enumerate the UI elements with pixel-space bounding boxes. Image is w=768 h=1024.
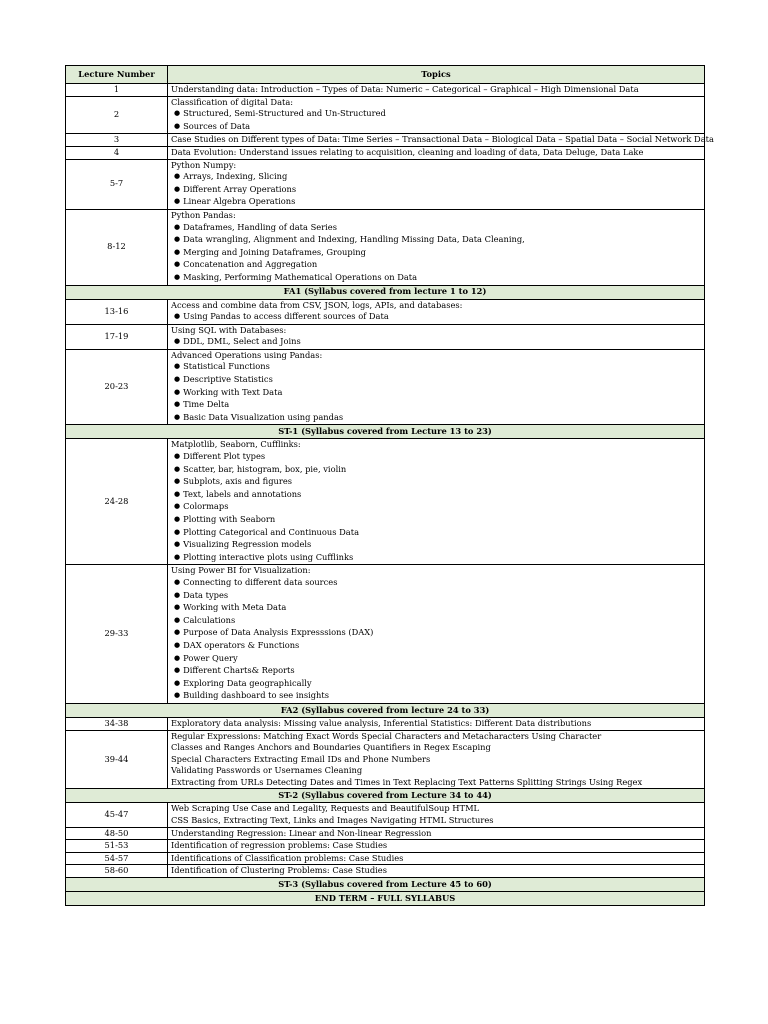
topic-bullet-item: ● Working with Meta Data <box>171 602 704 615</box>
topic-bullet-item: ● Linear Algebra Operations <box>171 196 704 209</box>
topic-bullet-item: ● Statistical Functions <box>171 361 704 374</box>
topic-line: CSS Basics, Extracting Text, Links and Images Navigating HTML Structures <box>171 815 494 826</box>
topic-bullet-item: ● DDL, DML, Select and Joins <box>171 336 704 349</box>
lecture-row <box>66 865 705 878</box>
assessment-label: FA2 (Syllabus covered from lecture 24 to 33) <box>66 703 705 717</box>
topic-bullet-item: ● Plotting interactive plots using Cufflinks <box>171 552 704 565</box>
lecture-number: 54-57 <box>66 852 168 865</box>
lecture-number: 29-33 <box>66 565 168 704</box>
topic-bullet-item: ● Exploring Data geographically <box>171 678 704 691</box>
lecture-topics <box>168 803 705 827</box>
topic-line: Understanding Regression: Linear and Non-linear Regression <box>171 827 432 838</box>
topic-bullet-item: ● Text, labels and annotations <box>171 489 704 502</box>
topic-bullet-item: ● Dataframes, Handling of data Series <box>171 222 704 235</box>
topic-bullet-item: ● Masking, Performing Mathematical Operations on Data <box>171 272 704 285</box>
lecture-row <box>66 565 705 704</box>
topic-line: Web Scraping Use Case and Legality, Requests and BeautifulSoup HTML <box>171 803 480 814</box>
lecture-number: 45-47 <box>66 803 168 827</box>
assessment-row <box>66 878 705 892</box>
lecture-row <box>66 146 705 159</box>
topic-line: Using Power BI for Visualization: <box>171 565 311 576</box>
lecture-number: 48-50 <box>66 827 168 840</box>
lecture-row <box>66 159 705 209</box>
topic-bullet-item: ● Arrays, Indexing, Slicing <box>171 171 704 184</box>
lecture-topics <box>168 349 705 425</box>
topic-line: Data Evolution: Understand issues relating to acquisition, cleaning and loading of data, Data Deluge, Data Lake <box>171 146 644 157</box>
lecture-number: 17-19 <box>66 324 168 349</box>
lecture-row <box>66 717 705 730</box>
lecture-row <box>66 349 705 425</box>
topic-bullet-item: ● Building dashboard to see insights <box>171 690 704 703</box>
lecture-topics <box>168 159 705 209</box>
topic-bullet-item: ● Working with Text Data <box>171 387 704 400</box>
assessment-label: ST-3 (Syllabus covered from Lecture 45 to 60) <box>66 878 705 892</box>
topic-bullet-item: ● Data types <box>171 590 704 603</box>
header-row <box>66 66 705 84</box>
lecture-topics <box>168 565 705 704</box>
lecture-number: 4 <box>66 146 168 159</box>
topic-bullet-item: ● Sources of Data <box>171 121 704 134</box>
topic-bullet-item: ● Different Array Operations <box>171 184 704 197</box>
assessment-row <box>66 703 705 717</box>
table-header <box>66 66 705 84</box>
topic-line: Python Pandas: <box>171 209 236 220</box>
topic-bullet-item: ● Merging and Joining Dataframes, Grouping <box>171 247 704 260</box>
lecture-row <box>66 324 705 349</box>
topic-bullet-item: ● Concatenation and Aggregation <box>171 259 704 272</box>
topic-line: Python Numpy: <box>171 159 237 170</box>
lecture-row <box>66 840 705 853</box>
lecture-number: 13-16 <box>66 299 168 324</box>
lecture-topics <box>168 827 705 840</box>
lecture-row <box>66 209 705 285</box>
topic-line: Identification of regression problems: Case Studies <box>171 840 388 851</box>
lecture-topics <box>168 865 705 878</box>
topic-bullet-item: ● Colormaps <box>171 501 704 514</box>
topic-bullet-item: ● Calculations <box>171 615 704 628</box>
topic-line: Classes and Ranges Anchors and Boundaries Quantifiers in Regex Escaping <box>171 742 491 753</box>
syllabus-table <box>65 65 714 906</box>
lecture-number: 34-38 <box>66 717 168 730</box>
lecture-row <box>66 852 705 865</box>
lecture-topics <box>168 439 705 565</box>
lecture-number: 5-7 <box>66 159 168 209</box>
table-body <box>66 84 714 906</box>
lecture-row <box>66 439 705 565</box>
topic-bullet-item: ● DAX operators & Functions <box>171 640 704 653</box>
assessment-label: END TERM – FULL SYLLABUS <box>66 892 705 906</box>
topic-bullet-item: ● Power Query <box>171 653 704 666</box>
topic-line: Matplotlib, Seaborn, Cufflinks: <box>171 439 301 450</box>
lecture-number: 2 <box>66 96 168 134</box>
lecture-number: 3 <box>66 134 168 147</box>
topic-bullet-item: ● Visualizing Regression models <box>171 539 704 552</box>
topic-bullet-item: ● Basic Data Visualization using pandas <box>171 412 704 425</box>
assessment-label: ST-1 (Syllabus covered from Lecture 13 to 23) <box>66 425 705 439</box>
topic-bullet-item: ● Data wrangling, Alignment and Indexing, Handling Missing Data, Data Cleaning, <box>171 234 704 247</box>
lecture-row <box>66 96 705 134</box>
topic-bullet-item: ● Scatter, bar, histogram, box, pie, violin <box>171 464 704 477</box>
topic-line: Special Characters Extracting Email IDs and Phone Numbers <box>171 753 431 764</box>
assessment-row <box>66 892 705 906</box>
assessment-row <box>66 285 705 299</box>
topic-line: Understanding data: Introduction – Types of Data: Numeric – Categorical – Graphical – High Dimensional Data <box>171 84 639 94</box>
lecture-topics <box>168 84 705 97</box>
topic-bullet-item: ● Time Delta <box>171 399 704 412</box>
topic-bullet-item: ● Purpose of Data Analysis Expresssions (DAX) <box>171 627 704 640</box>
topic-bullet-item: ● Structured, Semi-Structured and Un-Structured <box>171 108 704 121</box>
lecture-topics <box>168 209 705 285</box>
lecture-topics <box>168 134 714 147</box>
assessment-row <box>66 425 705 439</box>
assessment-row <box>66 789 705 803</box>
topic-bullet-item: ● Using Pandas to access different sources of Data <box>171 311 704 324</box>
lecture-topics <box>168 730 705 789</box>
topic-line: Advanced Operations using Pandas: <box>171 349 323 360</box>
lecture-number: 1 <box>66 84 168 97</box>
lecture-row <box>66 827 705 840</box>
lecture-topics <box>168 717 705 730</box>
topic-line: Using SQL with Databases: <box>171 324 287 335</box>
lecture-row <box>66 299 705 324</box>
topic-line: Exploratory data analysis: Missing value analysis, Inferential Statistics: Different Data distributions <box>171 717 592 728</box>
topic-line: Extracting from URLs Detecting Dates and Times in Text Replacing Text Patterns Splitting Strings Using Regex <box>171 776 643 787</box>
lecture-row <box>66 84 705 97</box>
assessment-label: FA1 (Syllabus covered from lecture 1 to 12) <box>66 285 705 299</box>
topic-bullet-item: ● Descriptive Statistics <box>171 374 704 387</box>
topics-header: Topics <box>168 66 705 84</box>
lecture-topics <box>168 146 705 159</box>
lecture-row <box>66 134 705 147</box>
topic-line: Regular Expressions: Matching Exact Words Special Characters and Metacharacters Using Character <box>171 730 602 741</box>
lecture-row <box>66 730 705 789</box>
lecture-number: 39-44 <box>66 730 168 789</box>
topic-bullet-item: ● Different Charts& Reports <box>171 665 704 678</box>
topic-bullet-item: ● Subplots, axis and figures <box>171 476 704 489</box>
topic-bullet-item: ● Plotting Categorical and Continuous Data <box>171 527 704 540</box>
lecture-topics <box>168 852 705 865</box>
lecture-number: 20-23 <box>66 349 168 425</box>
lecture-number: 8-12 <box>66 209 168 285</box>
topic-bullet-item: ● Connecting to different data sources <box>171 577 704 590</box>
topic-bullet-item: ● Different Plot types <box>171 451 704 464</box>
lecture-topics <box>168 840 705 853</box>
lecture-topics <box>168 299 705 324</box>
topic-line: Identifications of Classification problems: Case Studies <box>171 852 404 863</box>
topic-line: Case Studies on Different types of Data: Time Series – Transactional Data – Biological Data – Spatial Data – Social Network Data <box>171 134 714 145</box>
lecture-number: 58-60 <box>66 865 168 878</box>
lecture-row <box>66 803 705 827</box>
topic-line: Classification of digital Data: <box>171 96 294 107</box>
lecture-topics <box>168 324 705 349</box>
topic-line: Identification of Clustering Problems: Case Studies <box>171 865 387 876</box>
topic-line: Validating Passwords or Usernames Cleaning <box>171 765 363 776</box>
assessment-label: ST-2 (Syllabus covered from Lecture 34 to 44) <box>66 789 705 803</box>
lecture-number: 51-53 <box>66 840 168 853</box>
topic-line: Access and combine data from CSV, JSON, logs, APIs, and databases: <box>171 299 463 310</box>
topic-bullet-item: ● Plotting with Seaborn <box>171 514 704 527</box>
lecture-number-header: Lecture Number <box>66 66 168 84</box>
lecture-topics <box>168 96 705 134</box>
lecture-number: 24-28 <box>66 439 168 565</box>
